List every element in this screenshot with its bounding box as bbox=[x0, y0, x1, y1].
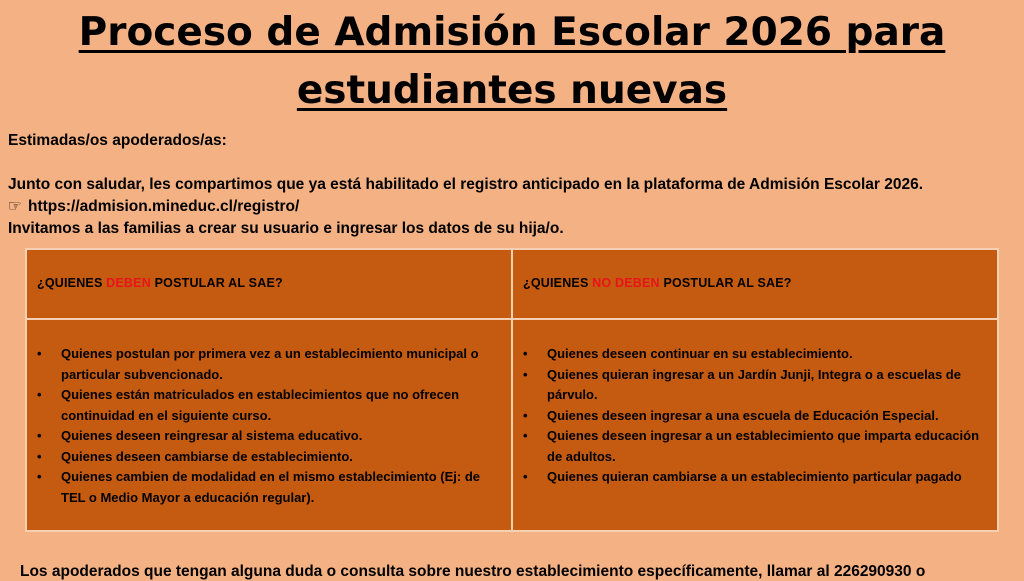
list-item: • Quienes deseen ingresar a un establecimiento que imparta educación de adultos. bbox=[547, 426, 983, 467]
list-item: • Quienes deseen cambiarse de establecimiento. bbox=[61, 447, 497, 468]
table-header-row bbox=[26, 249, 998, 319]
header-must-not-apply: ¿QUIENES NO DEBEN POSTULAR AL SAE? bbox=[512, 249, 998, 319]
list-item: • Quienes quieran ingresar a un Jardín Junji, Integra o a escuelas de párvulo. bbox=[547, 365, 983, 406]
sae-table bbox=[25, 248, 999, 532]
list-item: • Quienes cambien de modalidad en el mismo establecimiento (Ej: de TEL o Medio Mayor a educación regular). bbox=[61, 467, 497, 508]
registration-link[interactable]: https://admision.mineduc.cl/registro/ bbox=[28, 198, 300, 215]
must-apply-cell bbox=[26, 319, 512, 531]
must-not-apply-cell bbox=[512, 319, 998, 531]
list-item: • Quienes quieran cambiarse a un establecimiento particular pagado bbox=[547, 467, 983, 488]
registration-link-line bbox=[8, 196, 1018, 218]
table-body-row bbox=[26, 319, 998, 531]
list-item: • Quienes deseen continuar en su establecimiento. bbox=[547, 344, 983, 365]
intro-text bbox=[8, 130, 1018, 240]
page-title bbox=[0, 0, 1024, 120]
highlight-no-deben: NO DEBEN bbox=[592, 276, 660, 290]
title-line-2: estudiantes nuevas bbox=[296, 68, 728, 113]
header-must-apply: ¿QUIENES DEBEN POSTULAR AL SAE? bbox=[26, 249, 512, 319]
list-item: • Quienes deseen ingresar a una escuela de Educación Especial. bbox=[547, 406, 983, 427]
intro-paragraph: Junto con saludar, les compartimos que ya está habilitado el registro anticipado en la plataforma de Admisión Escolar 2026. bbox=[8, 176, 924, 193]
highlight-deben: DEBEN bbox=[106, 276, 151, 290]
list-item: • Quienes deseen reingresar al sistema educativo. bbox=[61, 426, 497, 447]
must-not-apply-list bbox=[519, 344, 983, 488]
list-item: • Quienes están matriculados en establecimientos que no ofrecen continuidad en el siguiente curso. bbox=[61, 385, 497, 426]
list-item: • Quienes postulan por primera vez a un establecimiento municipal o particular subvencionado. bbox=[61, 344, 497, 385]
must-apply-list bbox=[33, 344, 497, 508]
pointing-hand-icon: ☞ bbox=[8, 198, 22, 215]
footer-text: Los apoderados que tengan alguna duda o consulta sobre nuestro establecimiento específicamente, llamar al 226290930 o bbox=[20, 563, 926, 580]
invite-text: Invitamos a las familias a crear su usuario e ingresar los datos de su hija/o. bbox=[8, 220, 564, 237]
title-line-1: Proceso de Admisión Escolar 2026 para bbox=[78, 10, 946, 55]
greeting: Estimadas/os apoderados/as: bbox=[8, 132, 227, 149]
